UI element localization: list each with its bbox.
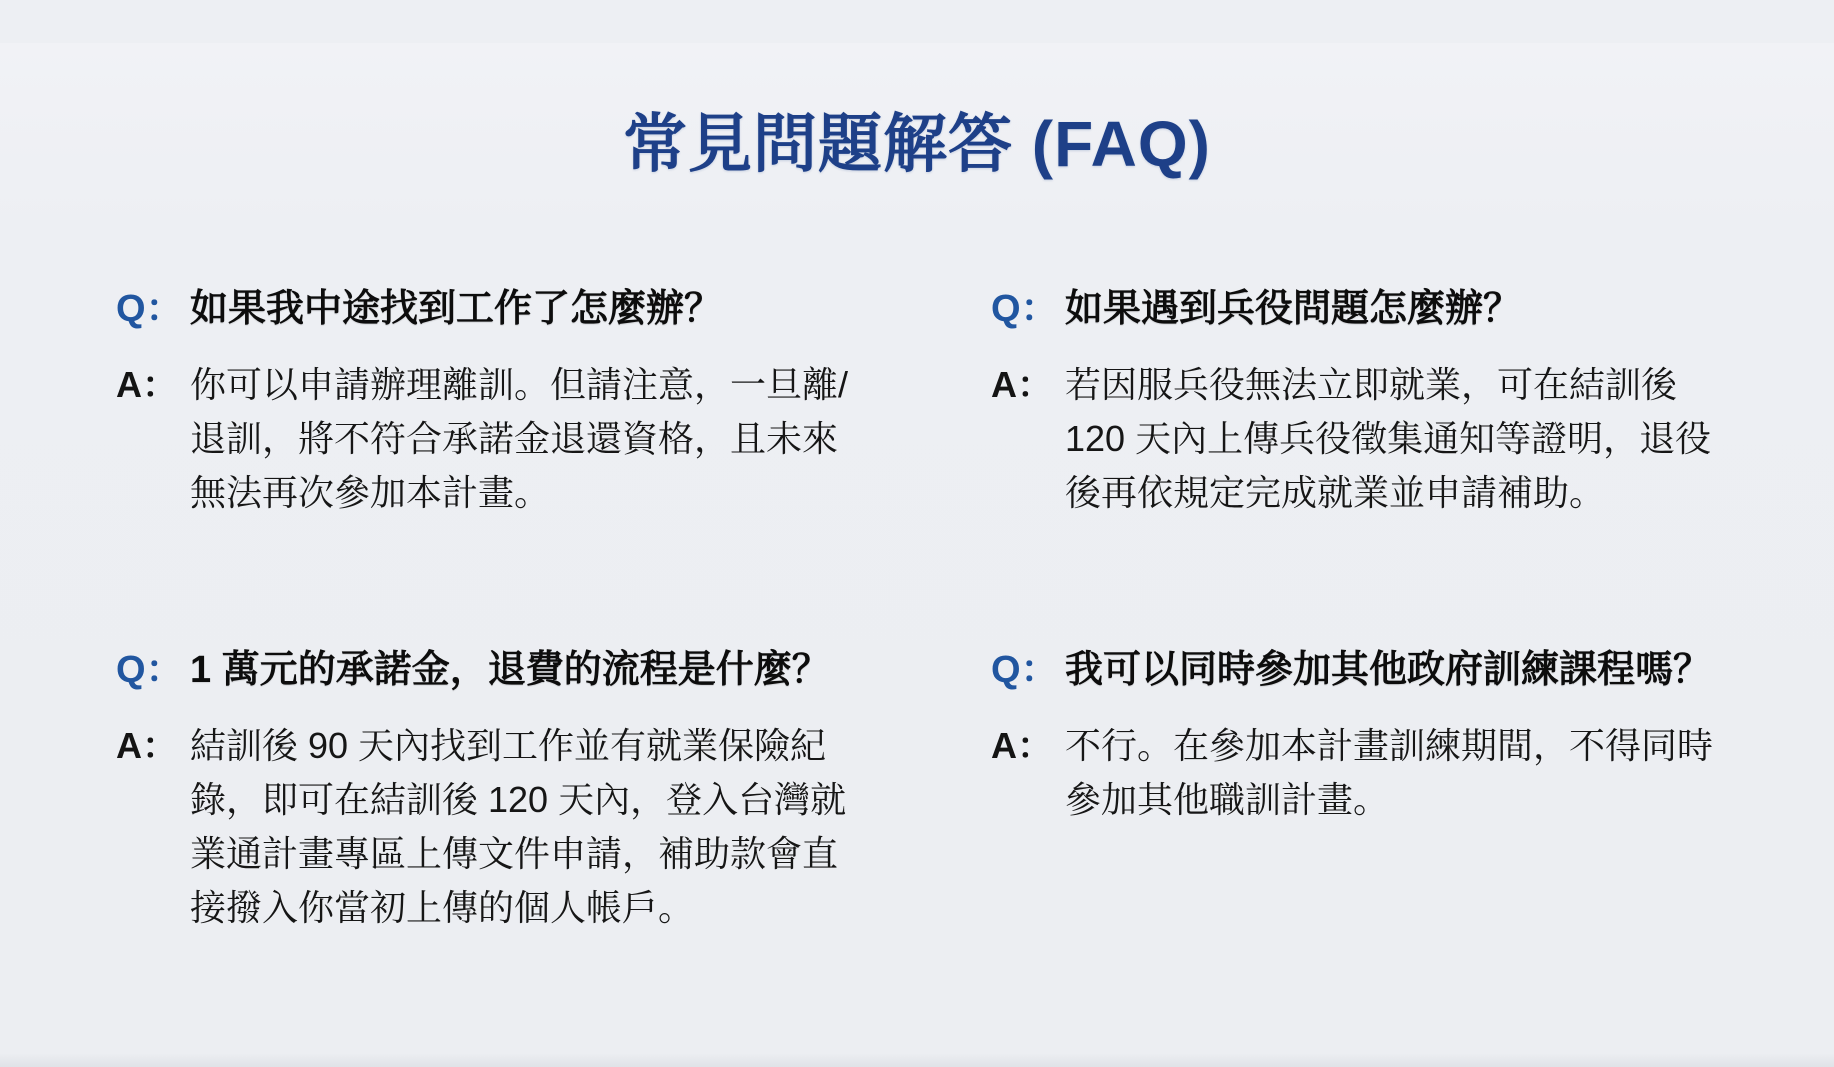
question-row [116, 642, 871, 699]
answer-row [116, 719, 871, 935]
a-marker: A： [991, 724, 1053, 766]
faq-item-other-courses [991, 642, 1746, 827]
answer-text: 你可以申請辦理離訓。但請注意，一旦離/退訓，將不符合承諾金退還資格，且未來無法再次參加本計畫。 [190, 363, 849, 513]
a-marker: A： [116, 363, 178, 405]
answer-row [116, 358, 871, 520]
faq-item-found-job [116, 281, 871, 520]
answer-row [991, 358, 1746, 520]
q-marker: Q： [991, 648, 1059, 691]
answer-text: 結訓後 90 天內找到工作並有就業保險紀錄，即可在結訓後 120 天內，登入台灣就業通計畫專區上傳文件申請，補助款會直接撥入你當初上傳的個人帳戶。 [190, 724, 847, 928]
question-row [991, 642, 1746, 699]
faq-item-refund-process [116, 642, 871, 935]
question-row [116, 281, 871, 338]
q-marker: Q： [116, 648, 184, 691]
question-text: 如果我中途找到工作了怎麼辦？ [190, 287, 723, 330]
question-text: 1 萬元的承諾金，退費的流程是什麼？ [190, 648, 830, 691]
a-marker: A： [116, 724, 178, 766]
faq-grid [0, 281, 1834, 935]
answer-text: 不行。在參加本計畫訓練期間，不得同時參加其他職訓計畫。 [1065, 724, 1714, 820]
q-marker: Q： [116, 287, 184, 330]
q-marker: Q： [991, 287, 1059, 330]
question-text: 我可以同時參加其他政府訓練課程嗎？ [1065, 648, 1712, 691]
faq-page [0, 43, 1834, 1067]
answer-text: 若因服兵役無法立即就業，可在結訓後 120 天內上傳兵役徵集通知等證明，退役後再依規定完成就業並申請補助。 [1065, 363, 1712, 513]
faq-item-military-service [991, 281, 1746, 520]
bottom-edge-shade [0, 1053, 1834, 1067]
question-text: 如果遇到兵役問題怎麼辦？ [1065, 287, 1522, 330]
page-title: 常見問題解答 (FAQ) [623, 107, 1211, 180]
answer-row [991, 719, 1746, 827]
a-marker: A： [991, 363, 1053, 405]
question-row [991, 281, 1746, 338]
